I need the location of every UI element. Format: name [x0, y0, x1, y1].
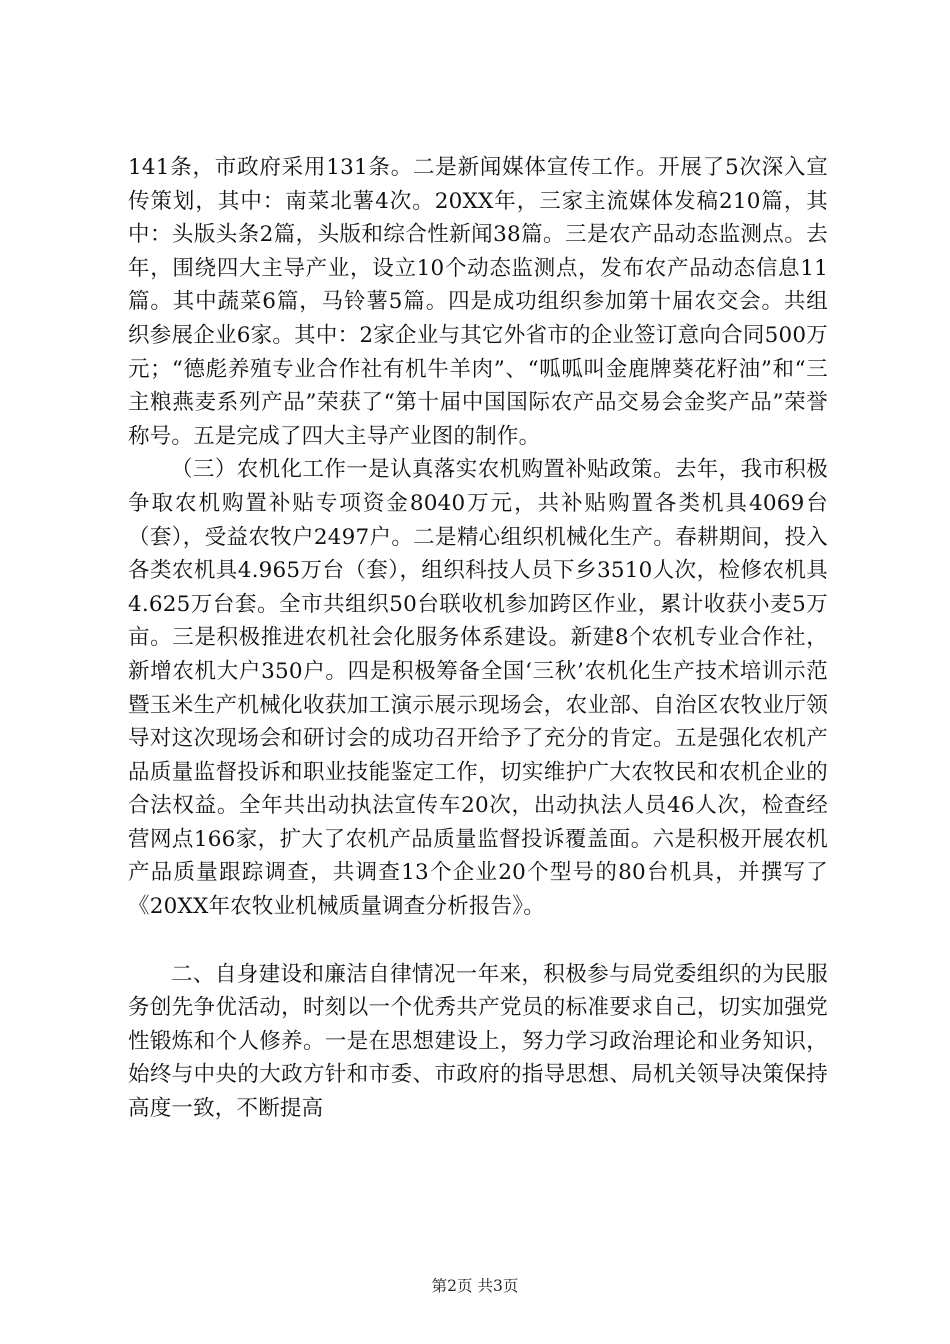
- paragraph-gap: [128, 924, 828, 958]
- page-footer: 第2页 共3页: [431, 1277, 519, 1295]
- paragraph-publicity: 141条，市政府采用131条。二是新闻媒体宣传工作。开展了5次深入宣传策划，其中：南菜北薯4次。20XX年，三家主流媒体发稿210篇，其中：头版头条2篇，头版和综合性新闻38篇。三是农产品动态监测点。去年，围绕四大主导产业，设立10个动态监测点，发布农产品动态信息11篇。其中蔬菜6篇，马铃薯5篇。四是成功组织参加第十届农交会。共组织参展企业6家。其中：2家企业与其它外省市的企业签订意向合同500万元；“德彪养殖专业合作社有机牛羊肉”、“呱呱叫金鹿牌葵花籽油”和“三主粮燕麦系列产品”荣获了“第十届中国国际农产品交易会金奖产品”荣誉称号。五是完成了四大主导产业图的制作。: [128, 155, 828, 449]
- paragraph-mechanization: （三）农机化工作一是认真落实农机购置补贴政策。去年，我市积极争取农机购置补贴专项资金8040万元，共补贴购置各类机具4069台（套），受益农牧户2497户。二是精心组织机械化生产。春耕期间，投入各类农机具4.965万台（套），组织科技人员下乡3510人次，检修农机具4.625万台套。全市共组织50台联收机参加跨区作业，累计收获小麦5万亩。三是积极推进农机社会化服务体系建设。新建8个农机专业合作社，新增农机大户350户。四是积极筹备全国‘三秋’农机化生产技术培训示范暨玉米生产机械化收获加工演示展示现场会，农业部、自治区农牧业厅领导对这次现场会和研讨会的成功召开给予了充分的肯定。五是强化农机产品质量监督投诉和职业技能鉴定工作，切实维护广大农牧民和农机企业的合法权益。全年共出动执法宣传车20次，出动执法人员46人次，检查经营网点166家，扩大了农机产品质量监督投诉覆盖面。六是积极开展农机产品质量跟踪调查，共调查13个企业20个型号的80台机具，并撰写了《20XX年农牧业机械质量调查分析报告》。: [128, 457, 828, 920]
- paragraph-self-construction: 二、自身建设和廉洁自律情况一年来，积极参与局党委组织的为民服务创先争优活动，时刻以一个优秀共产党员的标准要求自己，切实加强党性锻炼和个人修养。一是在思想建设上，努力学习政治理论和业务知识，始终与中央的大政方针和市委、市政府的指导思想、局机关领导决策保持高度一致，不断提高: [128, 961, 828, 1122]
- document-body: [128, 151, 828, 1126]
